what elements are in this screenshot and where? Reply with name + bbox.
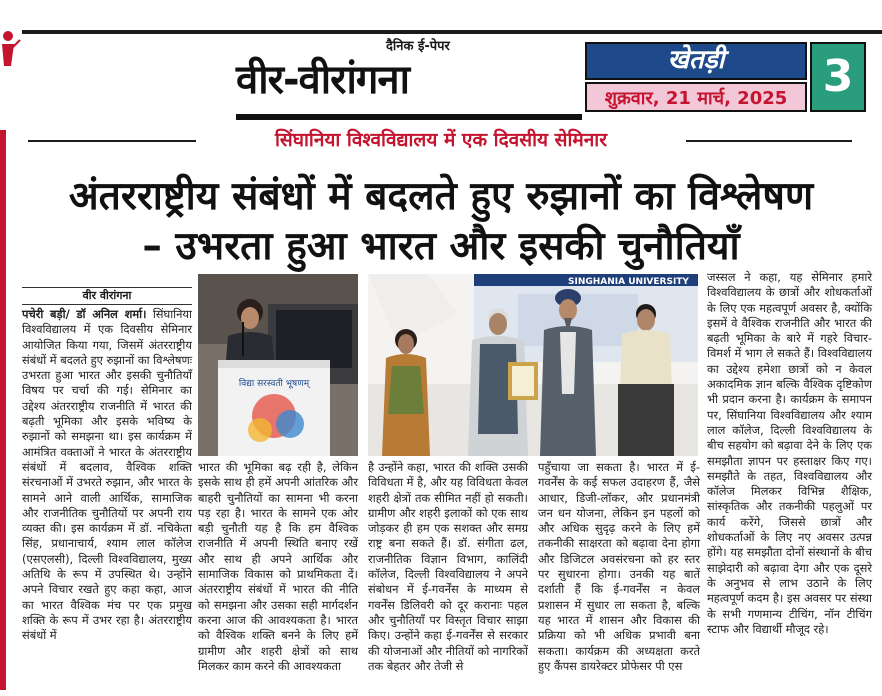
article-column-3: है उन्होंने कहा, भारत की शक्ति उसकी विविधता में है, और यह विविधता केवल शहरी क्षेत्रों तक सीमित नहीं हो सकती। ग्रामीण और शहरी इलाकों को एक साथ जोड़कर ही हम एक सशक्त और समग्र राष्ट्र बना सकते हैं। डॉ. संगीता ढल, राजनीतिक विज्ञान विभाग, कालिंदी कॉलेज, दिल्ली विश्वविद्यालय ने अपने संबोधन में ई-गवर्नेंस के माध्यम से गवर्नेंस डिलिवरी को दूर करानाः पहल और चुनौतियाँ पर विस्तृत विचार साझा किए। उन्होंने कहा ई-गवर्नेंस से सरकार की योजनाओं और नीतियों को नागरिकों तक बेहतर और तेजी से xyxy=(368,460,529,673)
photo-speaker-at-lectern xyxy=(198,274,358,456)
masthead-logo-icon xyxy=(0,22,22,80)
headline-line-1: अंतरराष्ट्रीय संबंधों में बदलते हुए रुझानों का विश्लेषण xyxy=(68,174,814,219)
page-number: 3 xyxy=(812,44,864,110)
dateline: पचेरी बड़ी/ डॉ अनिल शर्मा। xyxy=(22,307,147,321)
issue-date: शुक्रवार, 21 मार्च, 2025 xyxy=(604,88,788,109)
article-column-5: जस्सल ने कहा, यह सेमिनार हमारे विश्वविद्यालय के छात्रों और शोधकर्ताओं के लिए एक महत्वपूर्ण अवसर है, क्योंकि इसमें वे वैश्विक राजनीति और भारत की बढ़ती भूमिका के बारे में गहरे विचार-विमर्श में भाग ले सकते हैं। विश्वविद्यालय का उद्देश्य हमेशा छात्रों को न केवल अकादमिक ज्ञान बल्कि वैश्विक दृष्टिकोण भी प्रदान करना है। कार्यक्रम के समापन पर, सिंघानिया विश्वविद्यालय और श्याम लाल कॉलेज, दिल्ली विश्वविद्यालय के बीच सहयोग को बढ़ावा देने के लिए एक समझौता ज्ञापन पर हस्ताक्षर किए गए। समझौते के तहत, विश्वविद्यालय और कॉलेज मिलकर विभिन्न शैक्षिक, सांस्कृतिक और तकनीकी पहलुओं पर कार्य करेंगे, जिससे छात्रों और शोधकर्ताओं के लिए नए अवसर उत्पन्न होंगे। यह समझौता दोनों संस्थानों के बीच साझेदारी को बढ़ावा देगा और एक दूसरे के अनुभव से लाभ उठाने के लिए महत्वपूर्ण कदम है। इस अवसर पर संस्था के सभी गणमान्य टीचिंग, नॉन टीचिंग स्टाफ और विद्यार्थी मौजूद रहे। xyxy=(707,270,872,636)
paper-name: वीर-वीरांगना xyxy=(236,57,409,103)
column-1-text: सिंघानिया विश्वविद्यालय में एक दिवसीय सेमिनार आयोजित किया गया, जिसमें अंतरराष्ट्रीय संबंधों में बदलते हुए रुझानों का विश्लेषणः उभरता हुआ भारत और इसकी चुनौतियाँ विषय पर चर्चा की गई। सेमिनार का उद्देश्य अंतरराष्ट्रीय राजनीति में भारत की बढ़ती भूमिका और इसके भविष्य के रुझानों को समझना था। इस कार्यक्रम में आमंत्रित वक्ताओं ने भारत के अंतरराष्ट्रीय संबंधों में बदलाव, वैश्विक शक्ति संरचनाओं में उभरते रुझान, और भारत के सामने आने वाली आर्थिक, सामाजिक और राजनीतिक चुनौतियों पर अपनी राय व्यक्त की। इस कार्यक्रम में डॉ. नचिकेता सिंह, प्रधानाचार्य, श्याम लाल कॉलेज (एसएलसी), दिल्ली विश्वविद्यालय, मुख्य अतिथि के रूप में उपस्थित थे। उन्होंने अपने विचार रखते हुए कहा कहा, आज का भारत वैश्विक मंच पर एक प्रमुख शक्ति के रूप में उभर रहा है। अंतरराष्ट्रीय संबंधों में xyxy=(22,307,192,643)
photo1-banner-text: विद्या सरस्वती भूषणम् xyxy=(238,379,310,389)
photo-group-memento xyxy=(368,274,698,456)
header-rule xyxy=(236,114,582,120)
article-column-4: पहुँचाया जा सकता है। भारत में ई-गवर्नेंस के कई सफल उदाहरण हैं, जैसे आधार, डिजी-लॉकर, और प्रधानमंत्री जन धन योजना, लेकिन इन पहलों को और अधिक सुदृढ़ करने के लिए हमें तकनीकी साक्षरता को बढ़ावा देना होगा और डिजिटल अवसंरचना को हर स्तर पर सुधारना होगा। उनकी यह बातें दर्शाती हैं कि ई-गवर्नेंस न केवल प्रशासन में सुधार ला सकता है, बल्कि यह भारत में शासन और विकास की प्रक्रिया को भी अधिक प्रभावी बना सकता। कार्यक्रम की अध्यक्षता करते हुए कैंपस डायरेक्टर प्रोफेसर पी एस xyxy=(538,460,700,673)
sub-name: दैनिक ई-पेपर xyxy=(386,39,450,54)
top-rule xyxy=(0,30,882,34)
article-column-2: भारत की भूमिका बढ़ रही है, लेकिन इसके साथ ही हमें अपनी आंतरिक और बाहरी चुनौतियों का सामना भी करना पड़ रहा है। भारत के सामने एक ओर बड़ी चुनौती यह है कि हम वैश्विक राजनीति में अपनी स्थिति बनाए रखें और साथ ही अपने आर्थिक और सामाजिक विकास को प्राथमिकता दें। अंतरराष्ट्रीय संबंधों में भारत की नीति को समझना और उसका सही मार्गदर्शन करना आज की आवश्यकता है। भारत को वैश्विक शक्ति बनने के लिए हमें ग्रामीण और शहरी क्षेत्रों को साथ मिलकर काम करने की आवश्यकता xyxy=(198,460,358,673)
headline-line-2: – उभरता हुआ भारत और इसकी चुनौतियाँ xyxy=(142,224,740,269)
article-column-1 xyxy=(22,307,192,644)
photo2-banner-text: SINGHANIA UNIVERSITY xyxy=(568,277,689,287)
byline: वीर वीरांगना xyxy=(82,289,132,302)
city-name: खेतड़ी xyxy=(667,45,725,75)
kicker: सिंघानिया विश्वविद्यालय में एक दिवसीय सेमिनार xyxy=(275,129,607,151)
